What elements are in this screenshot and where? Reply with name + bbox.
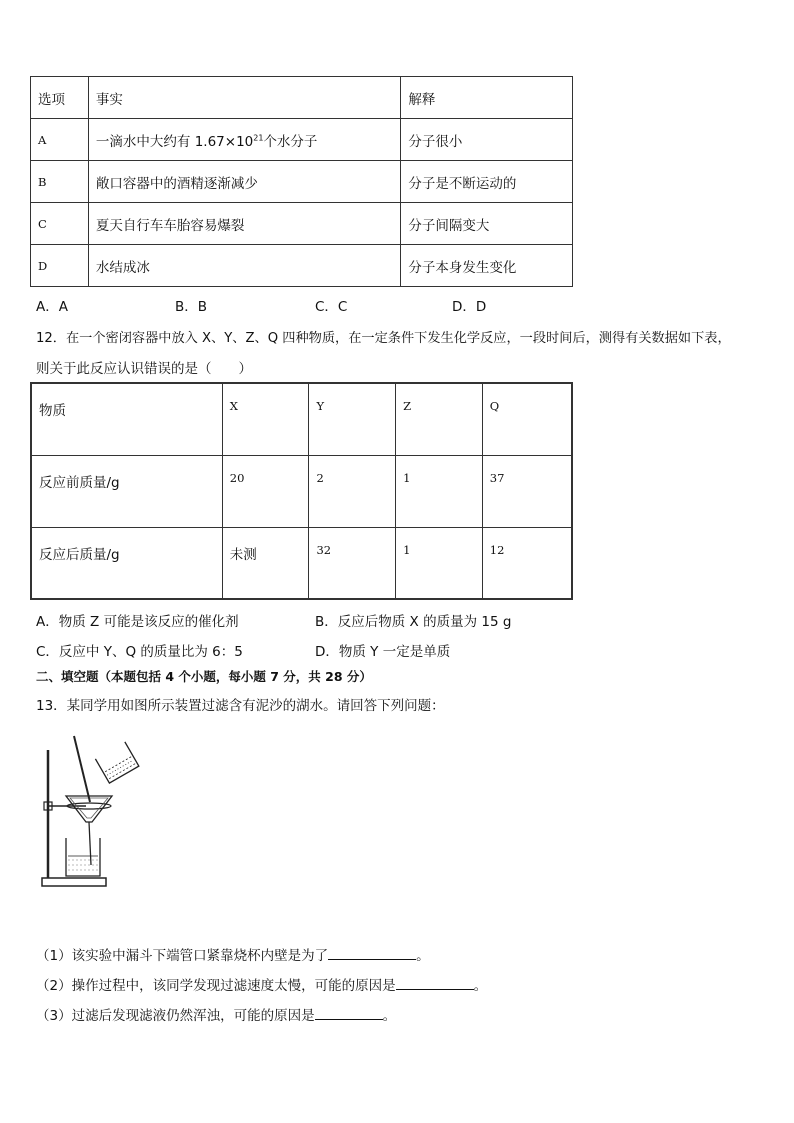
q13-sub1-end: 。: [416, 948, 430, 964]
table-row: [31, 203, 573, 245]
table-row: [31, 161, 573, 203]
answer-blank-3[interactable]: [315, 1007, 383, 1020]
answer-blank-1[interactable]: [328, 947, 416, 960]
q12-stem-line1: 12．在一个密闭容器中放入 X、Y、Z、Q 四种物质，在一定条件下发生化学反应，一段时间后，测得有关数据如下表，: [36, 331, 731, 346]
row-option: D: [31, 245, 89, 287]
q13-sub2: [36, 974, 487, 994]
cell-y: 32: [309, 527, 396, 599]
row-fact: 夏天自行车车胎容易爆裂: [88, 203, 400, 245]
header-y: Y: [309, 383, 396, 455]
header-substance: 物质: [31, 383, 222, 455]
table-row: [31, 245, 573, 287]
table-row: [31, 119, 573, 161]
mass-data-table: [30, 382, 573, 600]
table-header-row: [31, 383, 572, 455]
section-title: 二、填空题（本题包括 4 个小题，每小题 7 分，共 28 分）: [36, 669, 372, 684]
q13-sub1: [36, 944, 430, 964]
q13-sub3-end: 。: [382, 1008, 397, 1024]
row-explain: 分子间隔变大: [401, 203, 573, 245]
filtration-apparatus-figure: [36, 730, 146, 890]
q11-option-a: A．A: [36, 299, 68, 315]
q13-sub2-end: 。: [473, 978, 488, 994]
answer-blank-2[interactable]: [396, 977, 474, 990]
table-row: [31, 455, 572, 527]
header-x: X: [222, 383, 309, 455]
table-header-row: [31, 77, 573, 119]
cell-z: 1: [396, 455, 483, 527]
cell-x: 20: [222, 455, 309, 527]
row-explain: 分子本身发生变化: [401, 245, 573, 287]
row-option: B: [31, 161, 89, 203]
funnel-stem: [89, 822, 91, 865]
row-option: C: [31, 203, 89, 245]
q12-stem-line2: 则关于此反应认识错误的是（ ）: [36, 361, 252, 377]
q13-sub1-text: （1）该实验中漏斗下端管口紧靠烧杯内壁是为了: [36, 948, 329, 964]
row-label: 反应前质量/g: [31, 455, 222, 527]
glass-rod: [74, 736, 90, 802]
exponent: 21: [253, 133, 264, 142]
header-option: 选项: [31, 77, 89, 119]
header-fact: 事实: [88, 77, 400, 119]
explanation-table: [30, 76, 573, 287]
row-explain: 分子很小: [401, 119, 573, 161]
row-fact: 水结成冰: [88, 245, 400, 287]
cell-q: 12: [482, 527, 572, 599]
table-row: [31, 527, 572, 599]
cell-x: 未测: [222, 527, 309, 599]
row-explain: 分子是不断运动的: [401, 161, 573, 203]
row-fact: [88, 119, 400, 161]
cell-z: 1: [396, 527, 483, 599]
cell-q: 37: [482, 455, 572, 527]
q13-sub3-text: （3）过滤后发现滤液仍然浑浊，可能的原因是: [36, 1008, 315, 1024]
header-z: Z: [396, 383, 483, 455]
q12-option-d: D．物质 Y 一定是单质: [315, 644, 451, 660]
pouring-beaker: [95, 742, 138, 783]
header-explain: 解释: [401, 77, 573, 119]
q11-option-b: B．B: [175, 299, 208, 315]
q13-sub3: [36, 1004, 396, 1024]
receiving-beaker: [66, 838, 100, 876]
row-option: A: [31, 119, 89, 161]
q11-option-d: D．D: [452, 299, 487, 315]
header-q: Q: [482, 383, 572, 455]
q12-option-c: C．反应中 Y、Q 的质量比为 6：5: [36, 644, 243, 660]
q13-sub2-text: （2）操作过程中，该同学发现过滤速度太慢，可能的原因是: [36, 978, 396, 994]
q11-option-c: C．C: [315, 299, 348, 315]
q12-option-a: A．物质 Z 可能是该反应的催化剂: [36, 614, 239, 630]
row-label: 反应后质量/g: [31, 527, 222, 599]
row-fact: 敞口容器中的酒精逐渐减少: [88, 161, 400, 203]
cell-y: 2: [309, 455, 396, 527]
stand-base: [42, 878, 106, 886]
q12-option-b: B．反应后物质 X 的质量为 15 g: [315, 614, 512, 630]
q13-stem: 13．某同学用如图所示装置过滤含有泥沙的湖水。请回答下列问题：: [36, 698, 445, 714]
fact-text-end: 个水分子: [263, 133, 318, 150]
fact-text: 一滴水中大约有 1.67×10: [95, 133, 254, 150]
